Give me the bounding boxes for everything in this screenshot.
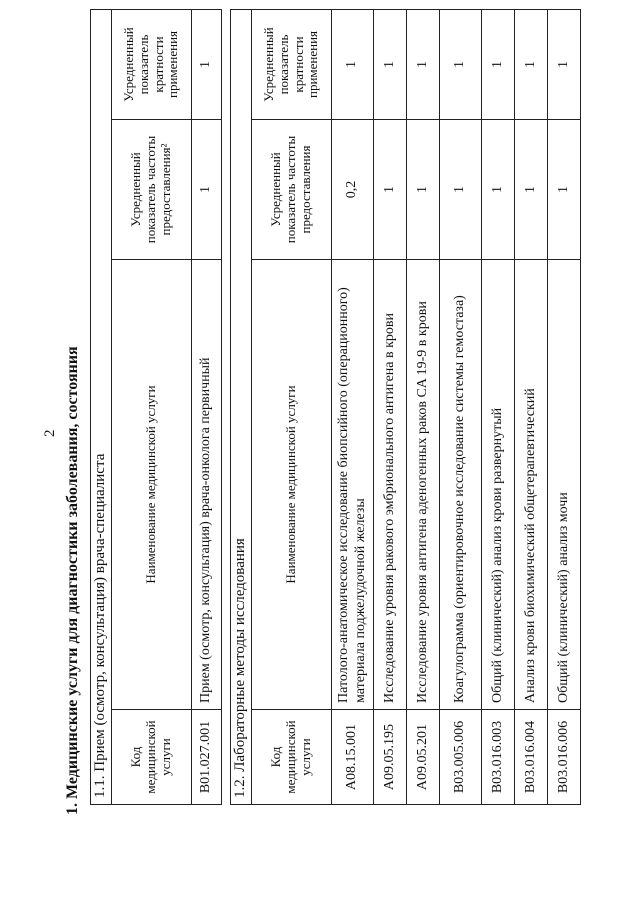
header-frequency: Усредненный показатель частоты предоставления² bbox=[112, 120, 192, 260]
cell-frequency: 1 bbox=[440, 120, 482, 260]
table-row bbox=[548, 10, 581, 805]
cell-code: B03.016.003 bbox=[482, 710, 515, 805]
cell-multiplicity: 1 bbox=[332, 10, 374, 120]
table-consultations bbox=[90, 9, 222, 805]
cell-name: Патолого-анатомическое исследование биопсийного (операционного) материала поджелудочной железы bbox=[332, 260, 374, 710]
table-caption: 1.1. Прием (осмотр, консультация) врача-специалиста bbox=[91, 10, 112, 805]
cell-name: Прием (осмотр, консультация) врача-онколога первичный bbox=[192, 260, 222, 710]
cell-name: Анализ крови биохимический общетерапевтический bbox=[515, 260, 548, 710]
table-lab-methods bbox=[230, 9, 581, 805]
table-row bbox=[482, 10, 515, 805]
header-multiplicity: Усредненный показатель кратности применения bbox=[252, 10, 332, 120]
cell-multiplicity: 1 bbox=[482, 10, 515, 120]
header-code: Код медицинской услуги bbox=[112, 710, 192, 805]
cell-frequency: 0,2 bbox=[332, 120, 374, 260]
cell-frequency: 1 bbox=[407, 120, 440, 260]
header-multiplicity: Усредненный показатель кратности применения bbox=[112, 10, 192, 120]
table-row bbox=[515, 10, 548, 805]
cell-multiplicity: 1 bbox=[515, 10, 548, 120]
table-caption: 1.2. Лабораторные методы исследования bbox=[231, 10, 252, 805]
cell-code: B03.005.006 bbox=[440, 710, 482, 805]
cell-code: A09.05.195 bbox=[374, 710, 407, 805]
cell-name: Общий (клинический) анализ мочи bbox=[548, 260, 581, 710]
cell-frequency: 1 bbox=[548, 120, 581, 260]
table-row bbox=[192, 10, 222, 805]
cell-name: Исследование уровня антигена аденогенных раков CA 19-9 в крови bbox=[407, 260, 440, 710]
page-number: 2 bbox=[42, 429, 58, 437]
table-row bbox=[440, 10, 482, 805]
table-row bbox=[374, 10, 407, 805]
cell-multiplicity: 1 bbox=[548, 10, 581, 120]
cell-code: A08.15.001 bbox=[332, 710, 374, 805]
cell-multiplicity: 1 bbox=[440, 10, 482, 120]
header-code: Код медицинской услуги bbox=[252, 710, 332, 805]
cell-code: B03.016.004 bbox=[515, 710, 548, 805]
cell-name: Общий (клинический) анализ крови развернутый bbox=[482, 260, 515, 710]
cell-multiplicity: 1 bbox=[192, 10, 222, 120]
cell-frequency: 1 bbox=[515, 120, 548, 260]
cell-frequency: 1 bbox=[482, 120, 515, 260]
section-title: 1. Медицинские услуги для диагностики заболевания, состояния bbox=[64, 346, 81, 815]
cell-multiplicity: 1 bbox=[374, 10, 407, 120]
cell-name: Исследование уровня ракового эмбрионального антигена в крови bbox=[374, 260, 407, 710]
cell-code: A09.05.201 bbox=[407, 710, 440, 805]
cell-multiplicity: 1 bbox=[407, 10, 440, 120]
table-row bbox=[407, 10, 440, 805]
cell-code: B01.027.001 bbox=[192, 710, 222, 805]
cell-frequency: 1 bbox=[192, 120, 222, 260]
header-frequency: Усредненный показатель частоты предоставления bbox=[252, 120, 332, 260]
header-name: Наименование медицинской услуги bbox=[252, 260, 332, 710]
cell-name: Коагулограмма (ориентировочное исследование системы гемостаза) bbox=[440, 260, 482, 710]
cell-code: B03.016.006 bbox=[548, 710, 581, 805]
cell-frequency: 1 bbox=[374, 120, 407, 260]
table-row bbox=[332, 10, 374, 805]
header-name: Наименование медицинской услуги bbox=[112, 260, 192, 710]
